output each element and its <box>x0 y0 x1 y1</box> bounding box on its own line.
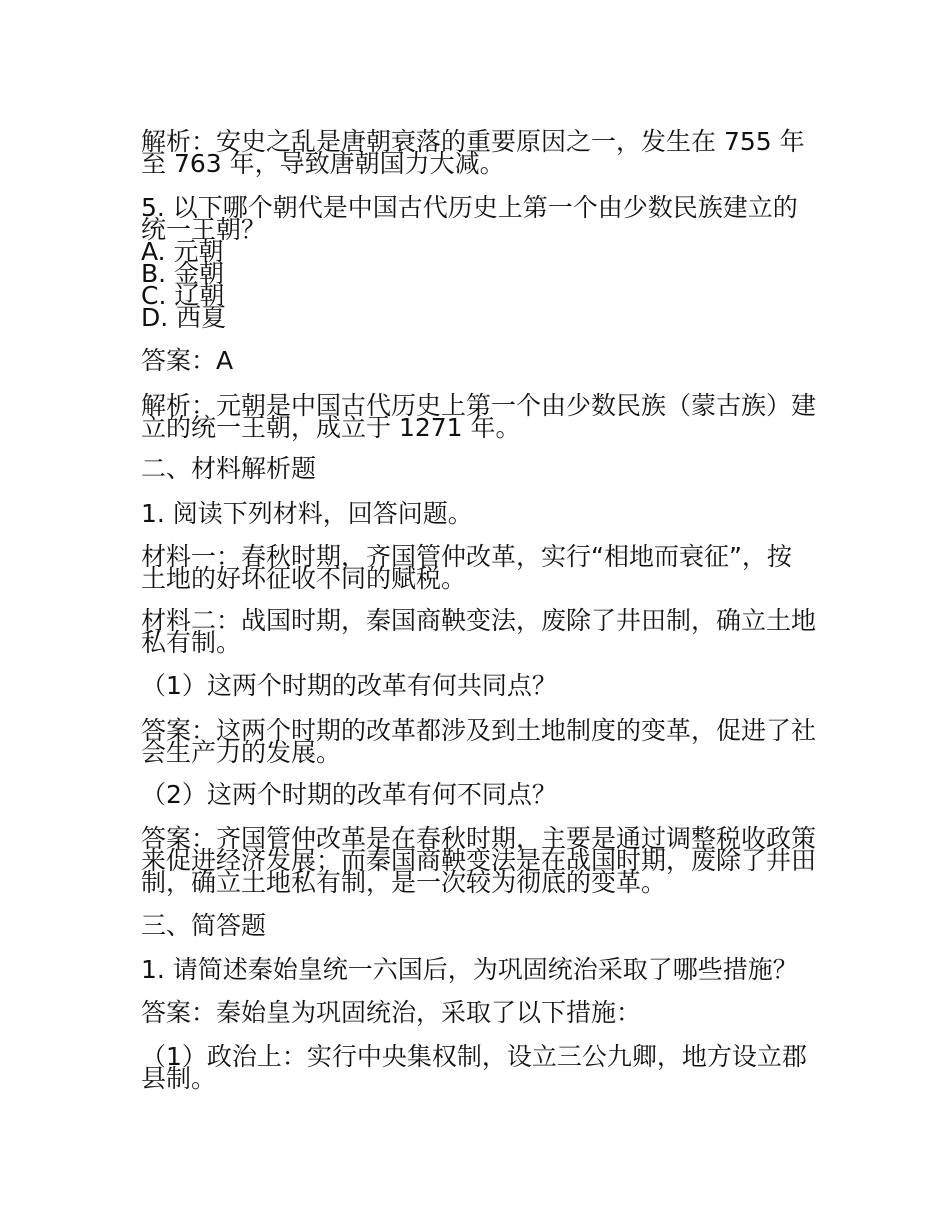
section3-question <box>141 956 798 984</box>
q5-option-b: B. 金朝 <box>141 259 225 288</box>
material-1-line-2: 土地的好坏征收不同的赋税。 <box>141 564 467 593</box>
q5-analysis-line-2: 立的统一王朝，成立于 1271 年。 <box>141 413 521 442</box>
section2-heading <box>141 455 316 483</box>
measure-1 <box>141 1042 807 1093</box>
q5-answer <box>141 347 233 375</box>
q5-analysis-line-1: 解析：元朝是中国古代历史上第一个由少数民族（蒙古族）建 <box>141 391 817 420</box>
measure-1-line-2: 县制。 <box>141 1064 217 1093</box>
measure-1-line-1: （1）政治上：实行中央集权制，设立三公九卿，地方设立郡 <box>141 1042 807 1071</box>
section3-heading-text: 三、简答题 <box>141 911 267 940</box>
sub-answer-2 <box>141 824 817 897</box>
section2-heading-text: 二、材料解析题 <box>141 454 317 483</box>
q4-analysis-line-1: 解析：安史之乱是唐朝衰落的重要原因之一，发生在 755 年 <box>141 127 805 156</box>
sub-answer-2-line-3: 制，确立土地私有制，是一次较为彻底的变革。 <box>141 868 667 897</box>
section3-answer-intro <box>141 999 641 1027</box>
sub-question-1-text: （1）这两个时期的改革有何共同点？ <box>141 671 557 700</box>
q5-option-c: C. 辽朝 <box>141 281 225 310</box>
q5-option-d: D. 西夏 <box>141 303 227 332</box>
q5-analysis <box>141 391 817 442</box>
material-1 <box>141 542 792 593</box>
q4-analysis-line-2: 至 763 年，导致唐朝国力大减。 <box>141 149 505 178</box>
section2-question <box>141 500 473 528</box>
section3-heading <box>141 912 266 940</box>
material-2 <box>141 606 817 657</box>
sub-question-2 <box>141 781 557 809</box>
q5-option-a: A. 元朝 <box>141 237 224 266</box>
q5-question-line-2: 统一王朝？ <box>141 215 267 244</box>
material-2-line-2: 私有制。 <box>141 628 242 657</box>
material-2-line-1: 材料二：战国时期，秦国商鞅变法，废除了井田制，确立土地 <box>141 606 817 635</box>
q5-answer-text: 答案：A <box>141 346 234 375</box>
sub-question-1 <box>141 672 557 700</box>
sub-answer-1-line-1: 答案：这两个时期的改革都涉及到土地制度的变革，促进了社 <box>141 716 817 745</box>
section3-question-text: 1. 请简述秦始皇统一六国后，为巩固统治采取了哪些措施？ <box>141 955 798 984</box>
sub-answer-2-line-2: 来促进经济发展；而秦国商鞅变法是在战国时期，废除了井田 <box>141 846 817 875</box>
sub-answer-2-line-1: 答案：齐国管仲改革是在春秋时期，主要是通过调整税收政策 <box>141 824 817 853</box>
sub-question-2-text: （2）这两个时期的改革有何不同点？ <box>141 780 557 809</box>
sub-answer-1 <box>141 716 817 767</box>
section2-question-text: 1. 阅读下列材料，回答问题。 <box>141 499 473 528</box>
material-1-line-1: 材料一：春秋时期，齐国管仲改革，实行“相地而衰征”，按 <box>141 542 792 571</box>
q5-question-line-1: 5. 以下哪个朝代是中国古代历史上第一个由少数民族建立的 <box>141 193 798 222</box>
sub-answer-1-line-2: 会生产力的发展。 <box>141 738 342 767</box>
section3-answer-intro-text: 答案：秦始皇为巩固统治，采取了以下措施： <box>141 998 642 1027</box>
q4-analysis <box>141 127 805 178</box>
q5-question <box>141 193 798 332</box>
